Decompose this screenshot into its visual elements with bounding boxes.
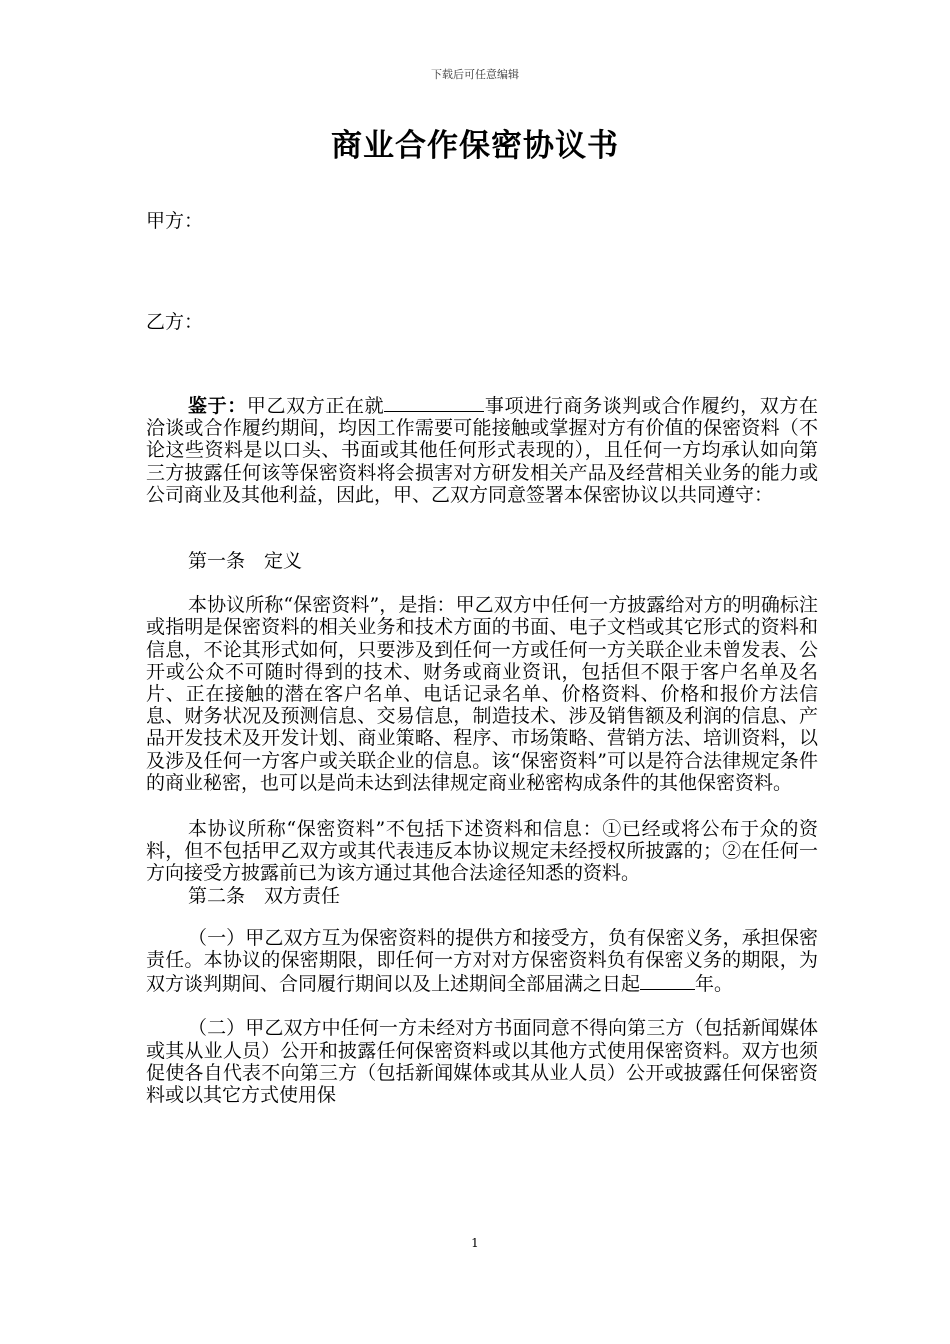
whereas-text-after: 事项进行商务谈判或合作履约，双方在洽谈或合作履约期间，均因工作需要可能接触或掌握对方有价值的保密资料（不论这些资料是以口头、书面或其他任何形式表现的），且任何一方均承认如向第三方披露任何该等保密资料将会损害对方研发相关产品及经营相关业务的能力或公司商业及其他利益，因此，甲、乙双方同意签署本保密协议以共同遵守： xyxy=(146,395,818,506)
whereas-paragraph xyxy=(146,393,818,506)
matter-blank xyxy=(384,393,484,412)
party-b-label: 乙方： xyxy=(146,311,204,333)
whereas-lead: 鉴于： xyxy=(188,395,247,417)
article-1-paragraph-2: 本协议所称“保密资料”不包括下述资料和信息：①已经或将公布于众的资料，但不包括甲乙双方或其代表违反本协议规定未经授权所披露的；②在任何一方向接受方披露前已为该方通过其他合法途径知悉的资料。 xyxy=(146,818,818,885)
item-1-text-before: （一）甲乙双方互为保密资料的提供方和接受方，负有保密义务，承担保密责任。本协议的保密期限，即任何一方对对方保密资料负有保密义务的期限，为双方谈判期间、合同履行期间以及上述期间全部届满之日起 xyxy=(146,926,818,996)
article-2-item-1 xyxy=(146,927,818,996)
page-title: 商业合作保密协议书 xyxy=(331,128,619,164)
years-blank xyxy=(640,971,695,990)
document-body xyxy=(146,210,818,1106)
party-a-label: 甲方： xyxy=(146,210,204,232)
article-2-item-2: （二）甲乙双方中任何一方未经对方书面同意不得向第三方（包括新闻媒体或其从业人员）公开和披露任何保密资料或以其他方式使用保密资料。双方也须促使各自代表不向第三方（包括新闻媒体或其从业人员）公开或披露任何保密资料或以其它方式使用保 xyxy=(146,1017,818,1107)
article-1-heading: 第一条 定义 xyxy=(188,550,303,573)
header-note: 下载后可任意编辑 xyxy=(431,68,519,81)
item-1-text-after: 年。 xyxy=(695,973,734,996)
whereas-text-before: 甲乙双方正在就 xyxy=(246,395,385,417)
article-2-heading: 第二条 双方责任 xyxy=(188,884,341,907)
article-1-paragraph-1: 本协议所称“保密资料”，是指：甲乙双方中任何一方披露给对方的明确标注或指明是保密资料的相关业务和技术方面的书面、电子文档或其它形式的资料和信息，不论其形式如何，只要涉及到任何一方或任何一方关联企业未曾发表、公开或公众不可随时得到的技术、财务或商业资讯，包括但不限于客户名单及名片、正在接触的潜在客户名单、电话记录名单、价格资料、价格和报价方法信息、财务状况及预测信息、交易信息，制造技术、涉及销售额及利润的信息、产品开发技术及开发计划、商业策略、程序、市场策略、营销方法、培训资料，以及涉及任何一方客户或关联企业的信息。该“保密资料”可以是符合法律规定条件的商业秘密，也可以是尚未达到法律规定商业秘密构成条件的其他保密资料。 xyxy=(146,594,818,794)
page-number: 1 xyxy=(471,1236,479,1250)
